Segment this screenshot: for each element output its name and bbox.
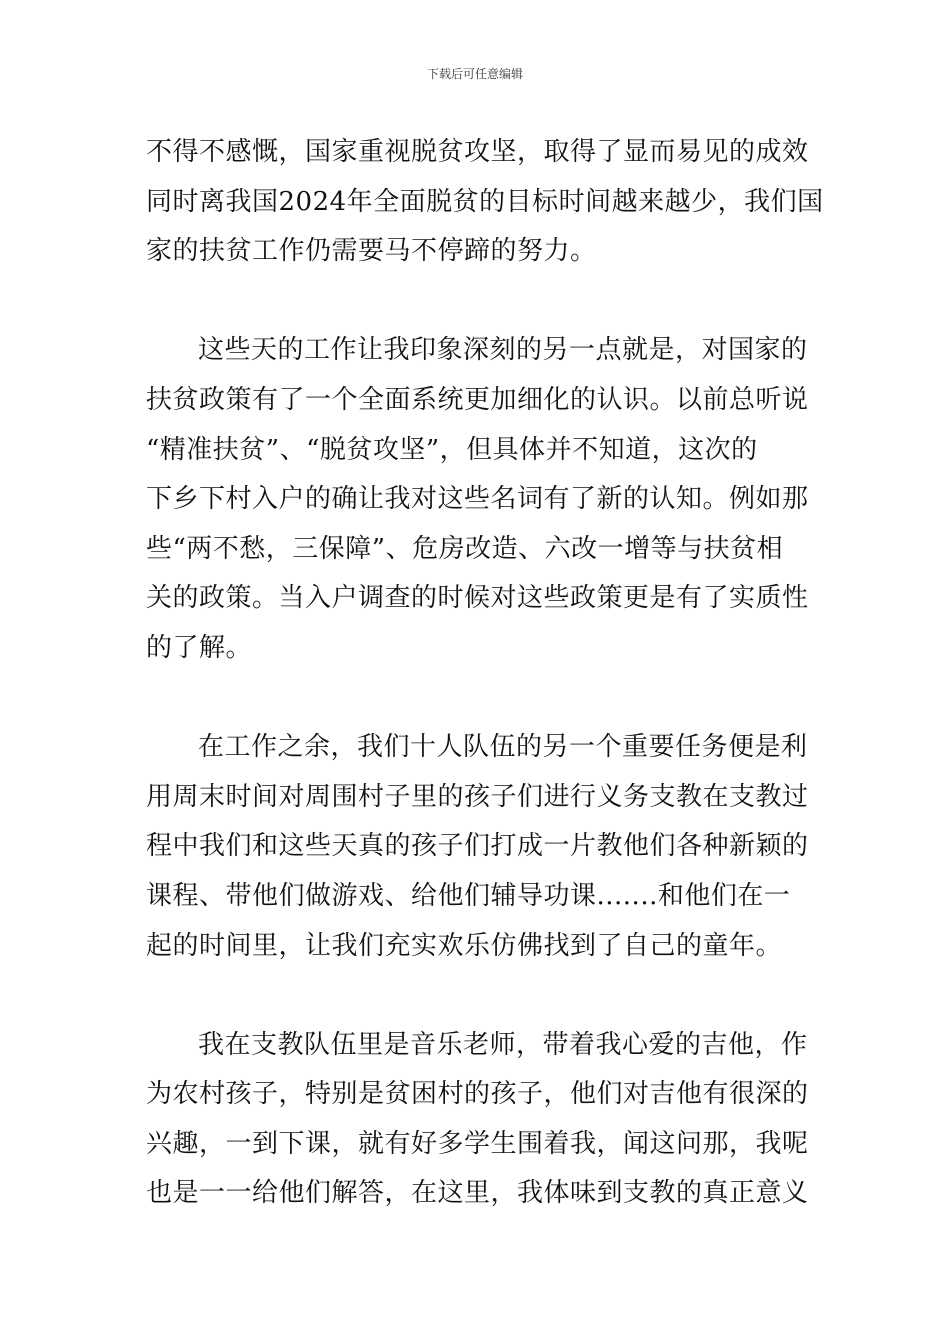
text-line: “精准扶贫”、“脱贫攻坚”，但具体并不知道，这次的 xyxy=(146,434,758,465)
text-line: 也是一一给他们解答，在这里，我体味到支教的真正意义 xyxy=(146,1178,809,1209)
paragraph-1 xyxy=(146,128,824,277)
paragraph-2 xyxy=(146,326,811,673)
text-line: 为农村孩子，特别是贫困村的孩子，他们对吉他有很深的 xyxy=(146,1079,809,1110)
text-line: 不得不感慨，国家重视脱贫攻坚，取得了显而易见的成效 xyxy=(146,137,809,167)
paragraph-gap xyxy=(146,277,811,327)
text-line: 这些天的工作让我印象深刻的另一点就是，对国家的 xyxy=(198,335,808,366)
paragraph-4 xyxy=(146,1021,811,1219)
text-line: 课程、带他们做游戏、给他们辅导功课.......和他们在一 xyxy=(146,880,791,911)
text-line: 的了解。 xyxy=(146,632,253,663)
text-line: 起的时间里，让我们充实欢乐仿佛找到了自己的童年。 xyxy=(146,930,783,961)
text-line: 家的扶贫工作仍需要马不停蹄的努力。 xyxy=(146,236,597,267)
paragraph-gap xyxy=(146,674,811,724)
text-line: 程中我们和这些天真的孩子们打成一片教他们各种新颖的 xyxy=(146,831,809,862)
text-line: 下乡下村入户的确让我对这些名词有了新的认知。例如那 xyxy=(146,484,809,515)
document-body xyxy=(146,128,824,1219)
paragraph-3 xyxy=(146,723,811,971)
text-line: 兴趣，一到下课，就有好多学生围着我，闻这问那，我呢 xyxy=(146,1128,809,1159)
text-line: 在工作之余，我们十人队伍的另一个重要任务便是利 xyxy=(198,732,808,763)
text-line: 些“两不愁，三保障”、危房改造、六改一增等与扶贫相 xyxy=(146,533,784,564)
text-line: 扶贫政策有了一个全面系统更加细化的认识。以前总听说 xyxy=(146,384,809,415)
text-line: 我在支教队伍里是音乐老师，带着我心爱的吉他，作 xyxy=(198,1029,808,1060)
page-header: 下载后可任意编辑 xyxy=(426,67,523,81)
text-line: 关的政策。当入户调查的时候对这些政策更是有了实质性 xyxy=(146,583,809,614)
text-line: 用周末时间对周围村子里的孩子们进行义务支教在支教过 xyxy=(146,781,809,812)
text-line: 同时离我国2024年全面脱贫的目标时间越来越少，我们国 xyxy=(146,186,824,217)
paragraph-gap xyxy=(146,971,811,1021)
